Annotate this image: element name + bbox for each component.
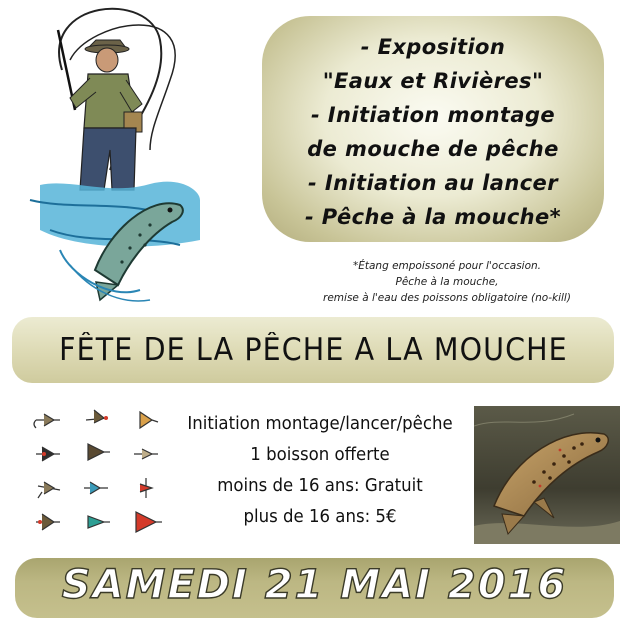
info-line: plus de 16 ans: 5€ <box>243 506 397 527</box>
activity-line: - Pêche à la mouche* <box>304 205 562 229</box>
info-line: 1 boisson offerte <box>250 444 390 465</box>
activity-line: de mouche de pêche <box>307 137 559 161</box>
activity-line: - Exposition <box>360 35 506 59</box>
title-band <box>12 317 614 383</box>
info-line: moins de 16 ans: Gratuit <box>217 475 423 496</box>
footnote-line: Pêche à la mouche, <box>395 276 499 288</box>
info-line: Initiation montage/lancer/pêche <box>187 413 453 434</box>
activity-line: "Eaux et Rivières" <box>322 69 544 93</box>
activity-line: - Initiation montage <box>310 103 556 127</box>
event-info <box>170 408 470 532</box>
date-band <box>15 558 614 618</box>
footnote-line: remise à l'eau des poissons obligatoire (no-kill) <box>323 292 571 304</box>
fishing-flies-collection <box>30 404 180 544</box>
activity-line: - Initiation au lancer <box>308 171 558 195</box>
footnote <box>262 258 632 306</box>
fly-fisherman-illustration <box>0 0 240 320</box>
footnote-line: *Étang empoissoné pour l'occasion. <box>352 260 541 272</box>
trout-photo <box>474 406 620 544</box>
event-title: FÊTE DE LA PÊCHE A LA MOUCHE <box>58 332 568 368</box>
event-date: SAMEDI 21 MAI 2016 <box>61 562 568 608</box>
activities-bubble <box>262 16 604 242</box>
